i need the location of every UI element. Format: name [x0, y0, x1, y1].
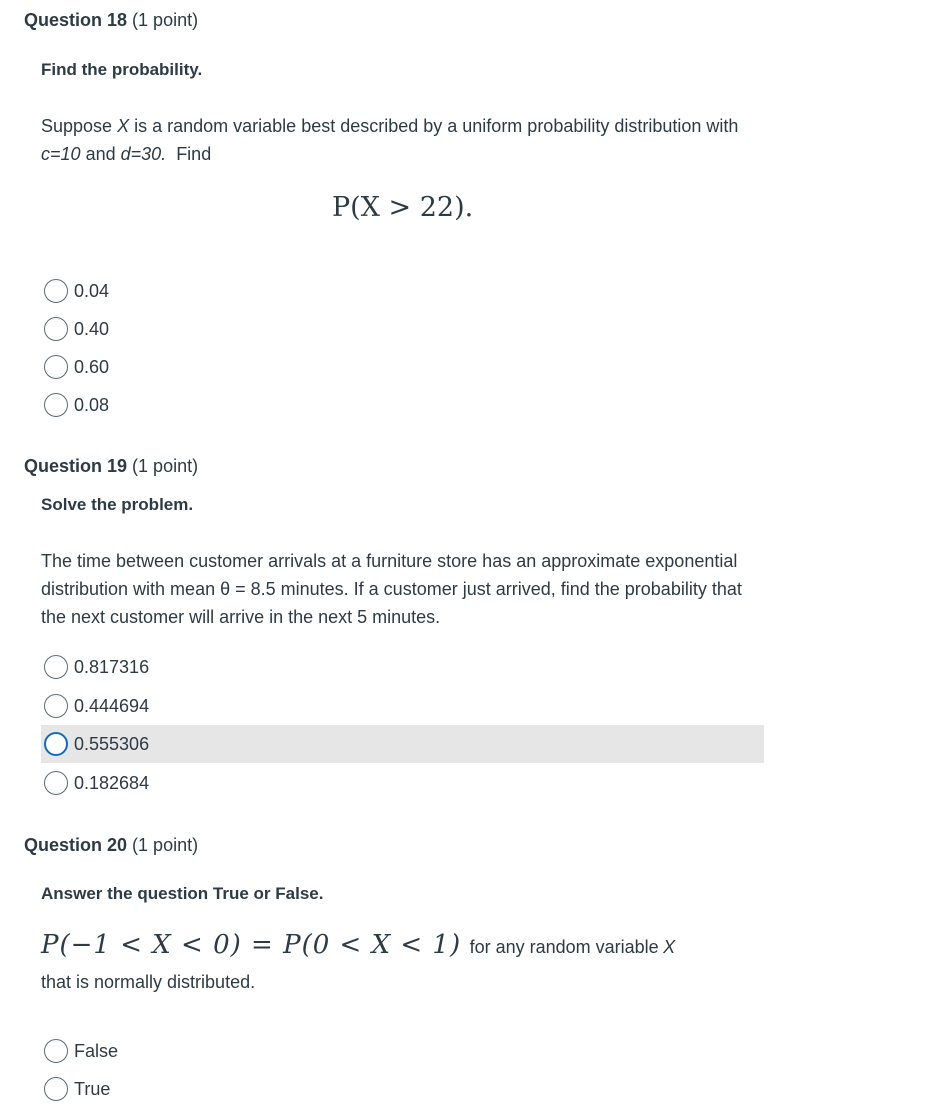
question-20-instruction: Answer the question True or False.	[41, 884, 324, 903]
question-title: Question 19	[24, 456, 128, 476]
answer-option[interactable]	[41, 272, 764, 310]
option-label: 0.08	[74, 394, 110, 415]
answer-option[interactable]	[41, 348, 764, 386]
answer-option[interactable]	[41, 687, 764, 725]
question-18-instruction: Find the probability.	[41, 60, 203, 79]
text-segment: is a random variable best described by a uniform probability distribution with	[134, 116, 739, 136]
question-points: (1 point)	[132, 10, 199, 30]
question-20-formula: P(−1 < X < 0) = P(0 < X < 1)	[41, 930, 462, 960]
question-title: Question 18	[24, 10, 128, 30]
answer-option[interactable]	[41, 1070, 764, 1108]
radio-button[interactable]	[44, 279, 68, 303]
question-18-text	[41, 112, 761, 168]
d-expression: d=30.	[120, 144, 167, 164]
option-label: 0.04	[74, 280, 110, 301]
option-label: False	[74, 1040, 119, 1061]
question-18-header	[24, 10, 198, 31]
question-points: (1 point)	[132, 835, 199, 855]
text-segment: Find	[176, 144, 212, 164]
option-label: True	[74, 1078, 111, 1099]
question-20-header	[24, 835, 198, 856]
text-segment: Suppose	[41, 116, 113, 136]
radio-button[interactable]	[44, 771, 68, 795]
question-20-text-line2: that is normally distributed.	[41, 972, 256, 992]
question-19-header	[24, 456, 198, 477]
option-label: 0.60	[74, 356, 110, 377]
option-label: 0.182684	[74, 772, 150, 793]
radio-button[interactable]	[44, 1077, 68, 1101]
c-expression: c=10	[41, 144, 81, 164]
option-label: 0.444694	[74, 695, 150, 716]
question-18-formula: P(X > 22).	[332, 192, 474, 223]
answer-option[interactable]	[41, 648, 764, 686]
radio-button[interactable]	[44, 655, 68, 679]
radio-button[interactable]	[44, 317, 68, 341]
answer-option[interactable]	[41, 1032, 764, 1070]
text-segment: and	[85, 144, 116, 164]
answer-option-selected[interactable]	[41, 725, 764, 763]
radio-button[interactable]	[44, 1039, 68, 1063]
radio-button[interactable]	[44, 393, 68, 417]
option-label: 0.555306	[74, 733, 150, 754]
answer-option[interactable]	[41, 386, 764, 424]
variable-x: X	[663, 937, 676, 957]
option-label: 0.40	[74, 318, 110, 339]
answer-option[interactable]	[41, 310, 764, 348]
option-label: 0.817316	[74, 656, 150, 677]
radio-button[interactable]	[44, 694, 68, 718]
answer-option[interactable]	[41, 764, 764, 802]
radio-button-selected[interactable]	[44, 732, 68, 756]
question-19-text: The time between customer arrivals at a furniture store has an approximate exponential distribution with mean θ = 8.5 minutes. If a customer just arrived, find the probability that the next customer will arrive in the next 5 minutes.	[41, 551, 742, 627]
question-19-instruction: Solve the problem.	[41, 495, 194, 514]
variable-x: X	[117, 116, 130, 136]
question-title: Question 20	[24, 835, 128, 855]
question-points: (1 point)	[132, 456, 199, 476]
text-segment: for any random variable	[469, 937, 659, 957]
question-20-statement	[41, 930, 761, 960]
radio-button[interactable]	[44, 355, 68, 379]
